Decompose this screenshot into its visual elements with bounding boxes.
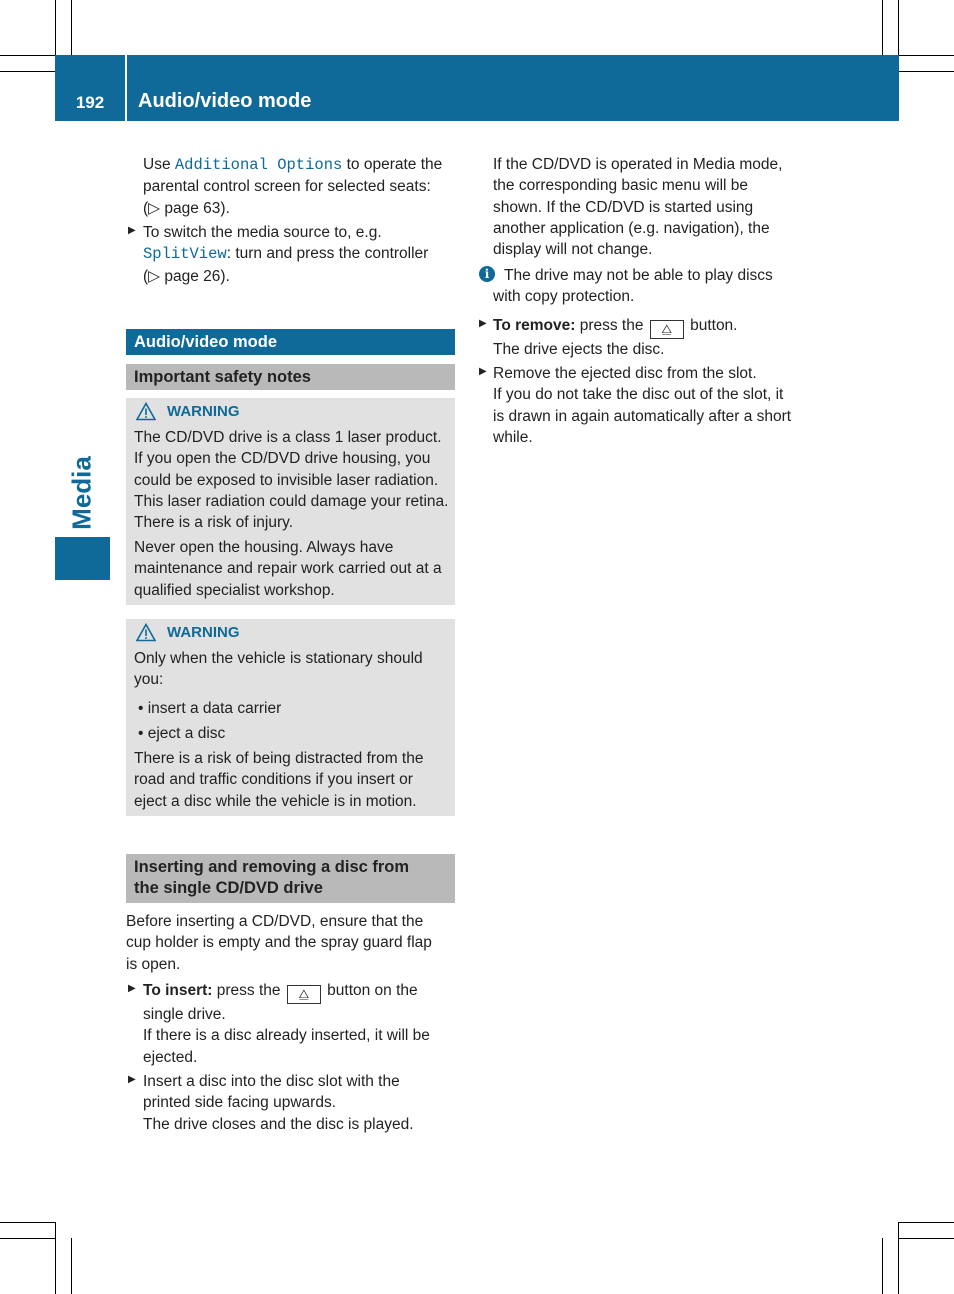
warning-text: Only when the vehicle is stationary should you:	[134, 650, 423, 689]
crop-mark	[0, 55, 56, 56]
subsection-safety-title: Important safety notes	[126, 364, 455, 390]
crop-mark	[71, 0, 72, 56]
crop-mark	[882, 1238, 883, 1294]
intro-paragraph: Use Additional Options to operate the parental control screen for selected seats: (▷ page 63).	[143, 156, 443, 217]
warning-label: WARNING	[167, 624, 240, 641]
crop-mark	[898, 55, 954, 56]
crop-mark	[882, 0, 883, 56]
crop-mark	[0, 1238, 56, 1239]
media-mode-paragraph: If the CD/DVD is operated in Media mode, the corresponding basic menu will be shown. If the CD/DVD is started using another application (e.g. navigation), the display will not change.	[493, 156, 783, 259]
triangle-bullet-icon: ▶	[128, 1074, 136, 1085]
subsection-insert-title: Inserting and removing a disc from the single CD/DVD drive	[126, 854, 455, 903]
page-number: 192	[75, 93, 105, 112]
info-note: The drive may not be able to play discs with copy protection.	[493, 267, 773, 306]
header-title: Audio/video mode	[138, 90, 312, 112]
crop-mark	[898, 1222, 899, 1294]
warning-list-item: • insert a data carrier	[138, 700, 282, 717]
warning-text: Never open the housing. Always have maintenance and repair work carried out at a qualified specialist workshop.	[134, 539, 442, 599]
warning-text: There is a risk of being distracted from the road and traffic conditions if you insert or eject a disc while the vehicle is in motion.	[134, 750, 424, 810]
eject-icon: ⧋	[287, 985, 321, 1004]
header-divider	[125, 55, 127, 121]
warning-text: The CD/DVD drive is a class 1 laser product. If you open the CD/DVD drive housing, you could be exposed to invisible laser radiation. This laser radiation could damage your retina. There is a risk of injury.	[134, 429, 449, 532]
remove-ejected-step: Remove the ejected disc from the slot. If you do not take the disc out of the slot, it is drawn in again automatically after a short while.	[493, 365, 792, 446]
remove-step: To remove: press the ⧋ button. The drive ejects the disc.	[493, 317, 738, 358]
crop-mark	[898, 1222, 954, 1223]
warning-triangle-icon	[136, 623, 156, 642]
section-title: Audio/video mode	[126, 329, 455, 355]
crop-mark	[71, 1238, 72, 1294]
eject-icon: ⧋	[650, 320, 684, 339]
triangle-bullet-icon: ▶	[128, 225, 136, 236]
side-tab-label: Media	[66, 456, 97, 530]
triangle-bullet-icon: ▶	[128, 983, 136, 994]
splitview-link[interactable]: SplitView	[143, 245, 227, 264]
triangle-bullet-icon: ▶	[479, 318, 487, 329]
warning-triangle-icon	[136, 402, 156, 421]
before-inserting-paragraph: Before inserting a CD/DVD, ensure that the cup holder is empty and the spray guard flap is open.	[126, 913, 432, 973]
crop-mark	[55, 1222, 56, 1294]
side-tab	[55, 537, 110, 580]
crop-mark	[898, 1238, 954, 1239]
insert-disc-step: Insert a disc into the disc slot with the printed side facing upwards. The drive closes and the disc is played.	[143, 1073, 414, 1133]
insert-step: To insert: press the ⧋ button on the single drive. If there is a disc already inserted, it will be ejected.	[143, 982, 430, 1066]
triangle-bullet-icon: ▶	[479, 366, 487, 377]
additional-options-link[interactable]: Additional Options	[174, 156, 343, 174]
switch-source-step: To switch the media source to, e.g. SplitView: turn and press the controller (▷ page 26).	[143, 224, 429, 285]
crop-mark	[898, 71, 954, 72]
info-icon: i	[479, 266, 495, 282]
crop-mark	[0, 1222, 56, 1223]
warning-label: WARNING	[167, 403, 240, 420]
warning-list-item: • eject a disc	[138, 725, 226, 742]
crop-mark	[0, 71, 56, 72]
